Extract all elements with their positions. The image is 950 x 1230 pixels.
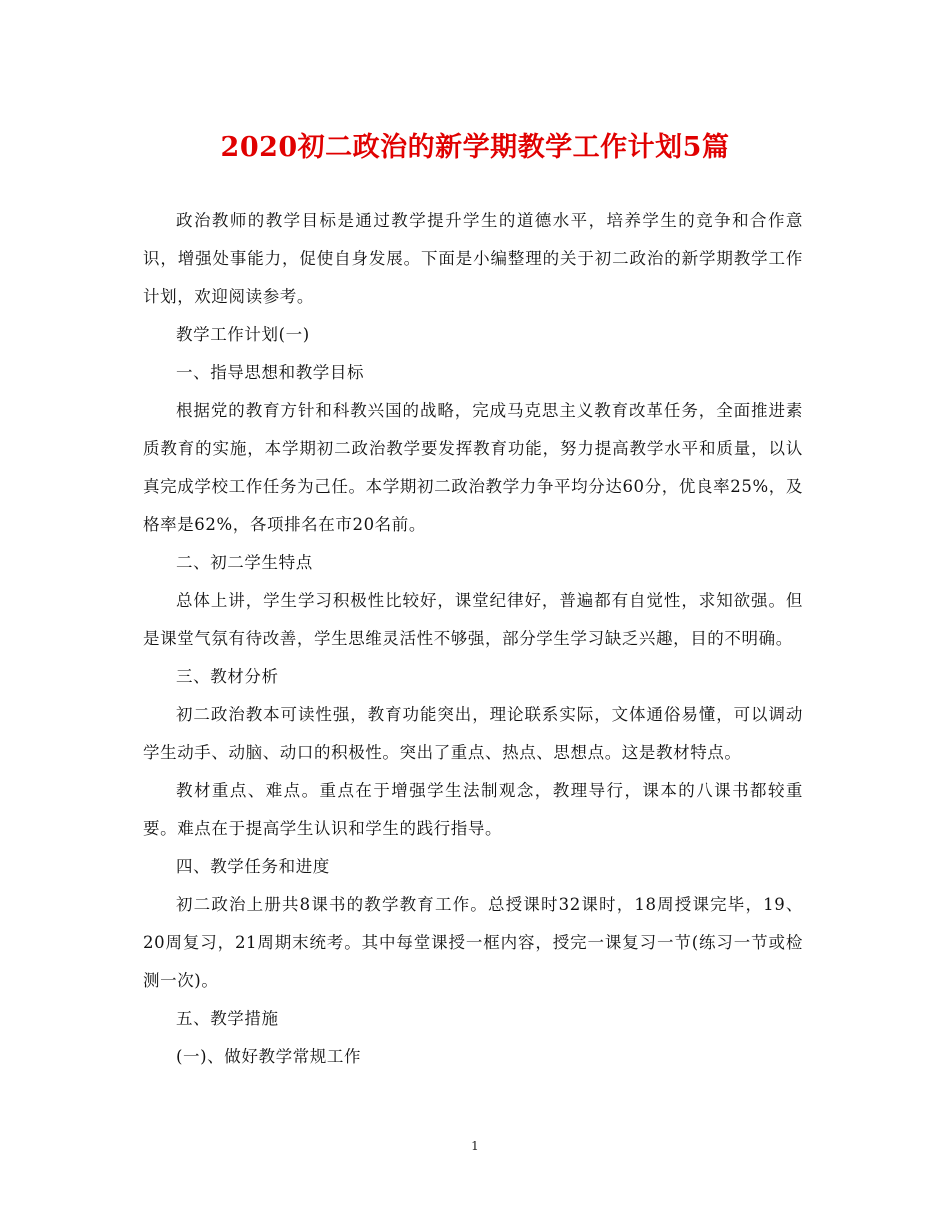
section-heading-student-traits: 二、初二学生特点: [176, 553, 313, 572]
paragraph-textbook-analysis: 初二政治教本可读性强，教育功能突出，理论联系实际，文体通俗易懂，可以调动学生动手、动脑、动口的积极性。突出了重点、热点、思想点。这是教材特点。: [143, 705, 803, 762]
paragraph-student-traits: 总体上讲，学生学习积极性比较好，课堂纪律好，普遍都有自觉性，求知欲强。但是课堂气氛有待改善，学生思维灵活性不够强，部分学生学习缺乏兴趣，目的不明确。: [143, 591, 803, 648]
paragraph-tasks-progress: 初二政治上册共8课书的教学教育工作。总授课时32课时，18周授课完毕，19、20周复习，21周期末统考。其中每堂课授一框内容，授完一课复习一节(练习一节或检测一次)。: [143, 895, 803, 990]
section-heading-tasks-progress: 四、教学任务和进度: [176, 857, 330, 876]
section-heading-plan-one: 教学工作计划(一): [176, 325, 310, 344]
section-subheading-routine-work: (一)、做好教学常规工作: [176, 1047, 362, 1066]
document-title: 2020初二政治的新学期教学工作计划5篇: [220, 132, 730, 163]
section-heading-guiding-ideas: 一、指导思想和教学目标: [176, 363, 365, 382]
document-body: [143, 202, 803, 1076]
section-heading-textbook-analysis: 三、教材分析: [176, 667, 279, 686]
section-heading-measures: 五、教学措施: [176, 1009, 279, 1028]
paragraph-key-points: 教材重点、难点。重点在于增强学生法制观念，教理导行，课本的八课书都较重要。难点在于提高学生认识和学生的践行指导。: [143, 781, 803, 838]
paragraph-guiding-ideas: 根据党的教育方针和科教兴国的战略，完成马克思主义教育改革任务，全面推进素质教育的实施，本学期初二政治教学要发挥教育功能，努力提高教学水平和质量，以认真完成学校工作任务为己任。本学期初二政治教学力争平均分达60分，优良率25%，及格率是62%，各项排名在市20名前。: [143, 401, 803, 534]
intro-paragraph: 政治教师的教学目标是通过教学提升学生的道德水平，培养学生的竞争和合作意识，增强处事能力，促使自身发展。下面是小编整理的关于初二政治的新学期教学工作计划，欢迎阅读参考。: [143, 211, 803, 306]
page-number: 1: [471, 1139, 479, 1153]
